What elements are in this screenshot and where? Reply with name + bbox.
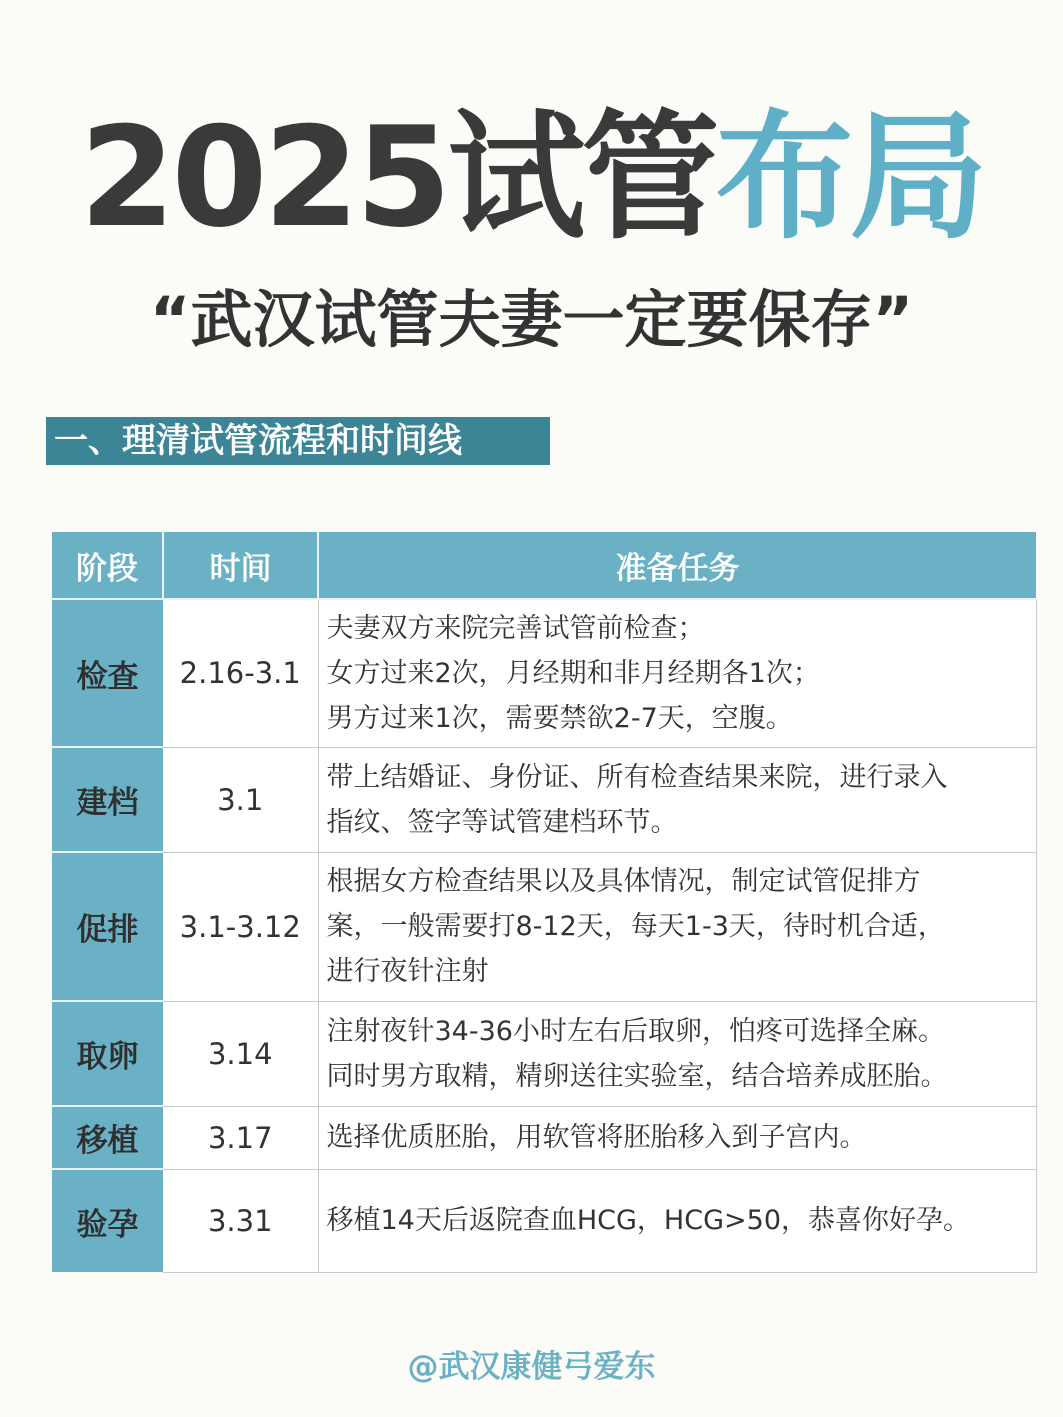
task-line: 指纹、签字等试管建档环节。 <box>326 806 678 838</box>
table-row <box>52 1001 1036 1106</box>
page-title <box>0 98 1063 258</box>
stage-cell: 移植 <box>52 1106 163 1169</box>
task-line: 根据女方检查结果以及具体情况，制定试管促排方 <box>326 866 921 897</box>
time-cell: 3.1 <box>163 747 318 852</box>
task-line: 案，一般需要打8-12天，每天1-3天，待时机合适， <box>326 911 945 942</box>
page-subtitle: “武汉试管夫妻一定要保存” <box>149 283 914 356</box>
stage-cell: 取卵 <box>52 1001 163 1106</box>
title-year-text: 2025试管 <box>79 97 716 258</box>
time-cell: 3.1-3.12 <box>163 852 318 1001</box>
table-row <box>52 747 1036 852</box>
stage-cell: 检查 <box>52 599 163 747</box>
author-watermark: @武汉康健弓爱东 <box>407 1349 656 1385</box>
section-heading: 一、理清试管流程和时间线 <box>54 421 462 461</box>
task-cell <box>318 747 1036 852</box>
table-row <box>52 599 1036 747</box>
stage-cell: 促排 <box>52 852 163 1001</box>
task-cell <box>318 1106 1036 1169</box>
task-line: 进行夜针注射 <box>326 956 489 987</box>
task-cell <box>318 852 1036 1001</box>
task-line: 同时男方取精，精卵送往实验室，结合培养成胚胎。 <box>326 1060 948 1092</box>
table-header-row <box>52 532 1036 599</box>
task-line: 注射夜针34-36小时左右后取卵，怕疼可选择全麻。 <box>326 1015 945 1047</box>
header-time: 时间 <box>163 532 318 599</box>
timeline-table <box>52 532 1037 1273</box>
task-line: 移植14天后返院查血HCG，HCG>50，恭喜你好孕。 <box>326 1205 970 1236</box>
header-stage: 阶段 <box>52 532 163 599</box>
time-cell: 3.17 <box>163 1106 318 1169</box>
task-line: 夫妻双方来院完善试管前检查； <box>326 612 705 644</box>
time-cell: 2.16-3.1 <box>163 599 318 747</box>
time-cell: 3.31 <box>163 1169 318 1272</box>
task-line: 女方过来2次，月经期和非月经期各1次； <box>326 657 820 689</box>
title-accent-text: 布局 <box>715 97 984 258</box>
stage-cell: 验孕 <box>52 1169 163 1272</box>
task-cell <box>318 1001 1036 1106</box>
header-task: 准备任务 <box>318 532 1036 599</box>
task-line: 选择优质胚胎，用软管将胚胎移入到子宫内。 <box>326 1122 867 1153</box>
task-cell <box>318 599 1036 747</box>
table-row <box>52 1106 1036 1169</box>
task-line: 男方过来1次，需要禁欲2-7天，空腹。 <box>326 702 793 734</box>
table-row <box>52 852 1036 1001</box>
task-cell <box>318 1169 1036 1272</box>
task-line: 带上结婚证、身份证、所有检查结果来院，进行录入 <box>326 761 948 793</box>
table-row <box>52 1169 1036 1272</box>
stage-cell: 建档 <box>52 747 163 852</box>
time-cell: 3.14 <box>163 1001 318 1106</box>
